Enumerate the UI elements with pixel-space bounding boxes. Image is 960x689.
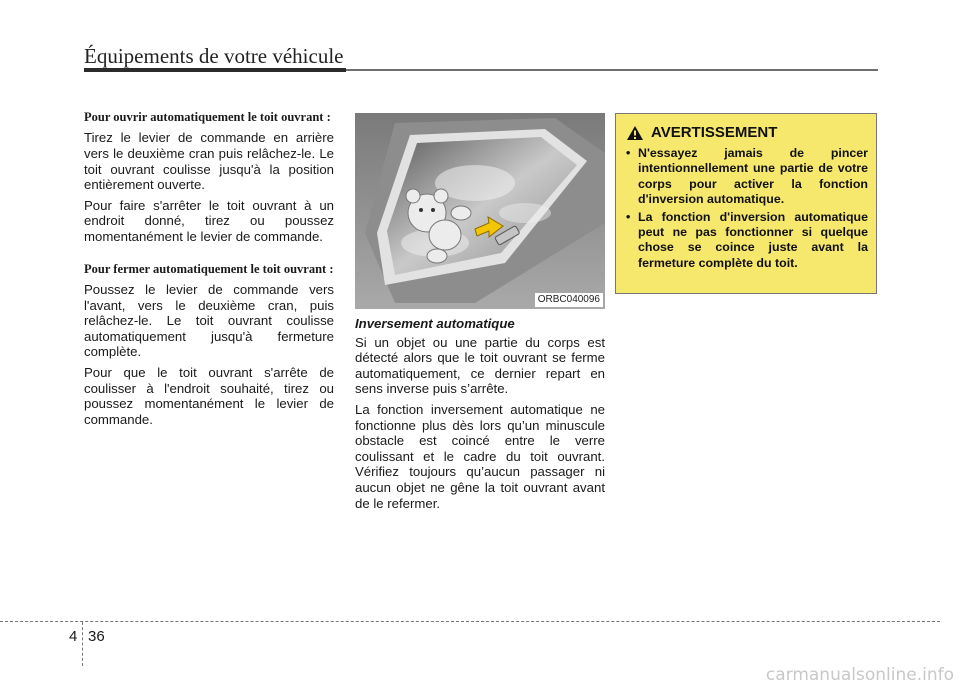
figure-code: ORBC040096 — [535, 293, 603, 307]
page-number: 36 — [88, 628, 105, 645]
warning-item: • La fonction d'inversion automatique peut ne pas fonctionner si quelque chose se coince juste avant la fermeture complète du toit. — [626, 210, 868, 272]
auto-reverse-paragraph-1: Si un objet ou une partie du corps est détecté alors que le toit ouvrant se ferme automatiquement, ce dernier repart en sens inverse puis s’arrête. — [355, 334, 605, 397]
watermark: carmanualsonline.info — [765, 665, 954, 685]
warning-triangle-icon — [626, 125, 644, 141]
close-paragraph-2: Pour que le toit ouvrant s'arrête de coulisser à l'endroit souhaité, tirez ou poussez momentanément le levier de commande. — [84, 364, 334, 427]
open-heading: Pour ouvrir automatiquement le toit ouvrant : — [84, 110, 331, 124]
footer-vertical-divider — [82, 622, 83, 666]
middle-column — [355, 316, 605, 516]
close-heading: Pour fermer automatiquement le toit ouvrant : — [84, 261, 334, 276]
warning-box — [615, 113, 877, 294]
auto-reverse-heading: Inversement automatique — [355, 316, 515, 331]
open-paragraph-2: Pour faire s'arrêter le toit ouvrant à un endroit donné, tirez ou poussez momentanément le levier de commande. — [84, 197, 334, 244]
open-paragraph-1: Tirez le levier de commande en arrière vers le deuxième cran puis relâchez-le. Le toit ouvrant coulisse jusqu'à la position entièrement ouverte. — [84, 130, 334, 193]
close-paragraph-1: Poussez le levier de commande vers l'avant, vers le deuxième cran, puis relâchez-le. Le toit ouvrant coulisse automatiquement jusqu'à fermeture complète. — [84, 281, 334, 360]
header-rule-light — [346, 69, 878, 71]
page-title: Équipements de votre véhicule — [84, 44, 344, 68]
left-column — [84, 110, 334, 432]
warning-list — [626, 146, 868, 273]
warning-title: AVERTISSEMENT — [651, 124, 778, 141]
auto-reverse-paragraph-2: La fonction inversement automatique ne fonctionne plus dès lors qu’un minuscule obstacle est coincé entre le verre coulissant et le cadre du toit ouvrant. Vérifiez toujours qu’aucun passager ni aucun objet ne gêne la toit ouvrant avant de le refermer. — [355, 401, 605, 511]
sunroof-photo — [355, 113, 605, 309]
warning-item: • N'essayez jamais de pincer intentionnellement une partie de votre corps pour activer la fonction d'inversion automatique. — [626, 146, 868, 208]
footer-divider — [0, 621, 940, 622]
chapter-number: 4 — [69, 628, 78, 645]
header-rule-dark — [84, 68, 346, 72]
